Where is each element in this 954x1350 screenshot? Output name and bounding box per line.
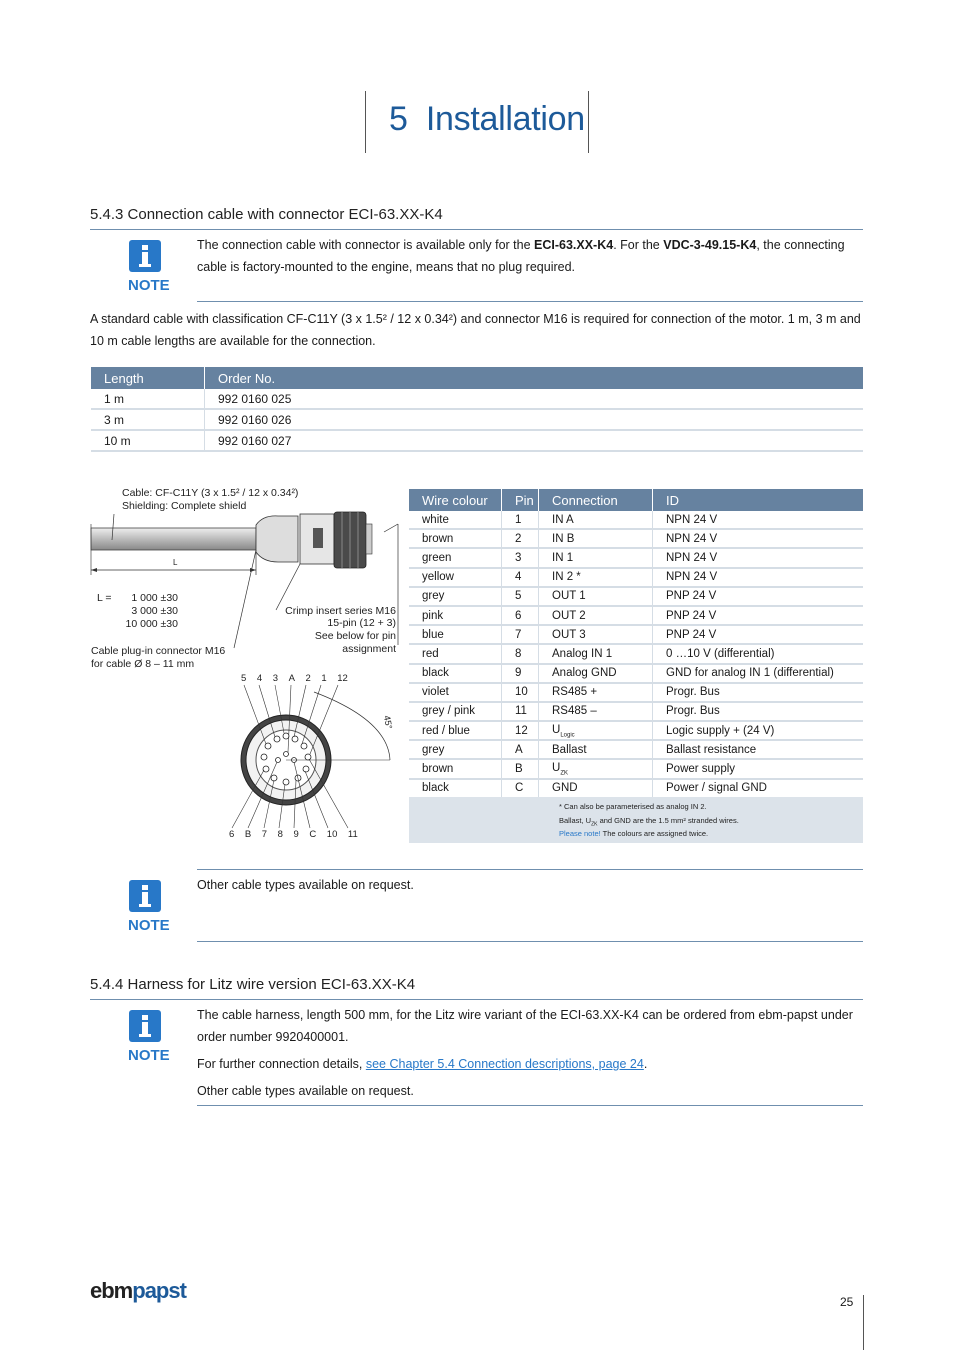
cell-connection: OUT 2	[539, 606, 653, 625]
cell-wire-colour: brown	[409, 759, 502, 778]
harness-para-2: For further connection details, see Chapter 5.4 Connection descriptions, page 24.	[197, 1057, 648, 1071]
col-length: Length	[91, 367, 205, 389]
cell-pin: 7	[502, 625, 539, 644]
footnote-2: Ballast, $U_{ZK}$ and GND are the 1.5 mm² stranded wires.	[559, 816, 739, 828]
L-value-2: 3 000 ±30	[131, 605, 178, 617]
cell-pin: 1	[502, 511, 539, 529]
info-icon	[129, 880, 161, 912]
cell-connection: Ballast	[539, 740, 653, 759]
harness-para-3: Other cable types available on request.	[197, 1084, 414, 1098]
note2-rule-top	[197, 869, 863, 870]
cell-connection: IN B	[539, 529, 653, 548]
cell-pin: 9	[502, 664, 539, 683]
table-row	[409, 683, 863, 702]
cell-id: Logic supply + (24 V)	[653, 721, 864, 740]
cell-id: PNP 24 V	[653, 587, 864, 606]
chapter-rule-left	[365, 91, 366, 153]
footnote-3: Please note! The colours are assigned twice.	[559, 829, 709, 838]
section-heading-544: 5.4.4 Harness for Litz wire version ECI-63.XX-K4	[90, 976, 416, 993]
info-icon	[129, 1010, 161, 1042]
cell-pin: 3	[502, 548, 539, 567]
cell-connection: IN 2 *	[539, 568, 653, 587]
page-number: 25	[840, 1295, 854, 1309]
table-row	[409, 759, 863, 778]
pin-label-top: 5 4 3 A 2 1 12	[241, 673, 348, 684]
note2-text: Other cable types available on request.	[197, 878, 414, 892]
cell-connection: $U_{ZK}$	[539, 759, 653, 778]
cell-connection: Analog GND	[539, 664, 653, 683]
cell-wire-colour: green	[409, 548, 502, 567]
chapter-number: 5	[389, 100, 408, 138]
cell-wire-colour: grey	[409, 587, 502, 606]
cell-id: Power supply	[653, 759, 864, 778]
table-row: 3 m 992 0160 026	[91, 409, 863, 430]
plug-label-1: Cable plug-in connector M16	[91, 645, 226, 657]
cell-connection: Analog IN 1	[539, 644, 653, 663]
harness-para-1: The cable harness, length 500 mm, for the Litz wire variant of the ECI-63.XX-K4 can be ordered from ebm-papst under order number 9920400001.	[197, 1008, 853, 1044]
section2-rule-bottom	[197, 1105, 863, 1106]
cell-wire-colour: white	[409, 511, 502, 529]
cable-label-1: Cable: CF-C11Y (3 x 1.5² / 12 x 0.34²)	[122, 487, 299, 499]
cell-pin: B	[502, 759, 539, 778]
col-pin: Pin	[502, 489, 539, 511]
L-equals: L =	[97, 592, 112, 604]
table-row	[409, 779, 863, 798]
dim-L: L	[173, 558, 178, 567]
note-rule	[197, 301, 863, 302]
pin-label-bottom: 6 B 7 8 9 C 10 11	[229, 829, 358, 840]
cell-wire-colour: yellow	[409, 568, 502, 587]
section-rule	[90, 999, 863, 1000]
cell-pin: 12	[502, 721, 539, 740]
cell-wire-colour: grey	[409, 740, 502, 759]
table-row	[409, 529, 863, 548]
cell-id: NPN 24 V	[653, 511, 864, 529]
table-row: 10 m 992 0160 027	[91, 430, 863, 451]
cell-id: NPN 24 V	[653, 529, 864, 548]
footnote-1: * Can also be parameterised as analog IN 2.	[559, 802, 707, 811]
cell-pin: 8	[502, 644, 539, 663]
cell-pin: 6	[502, 606, 539, 625]
cable-label-2: Shielding: Complete shield	[122, 500, 247, 512]
note3-label: NOTE	[128, 1047, 170, 1064]
chapter-title	[389, 100, 585, 139]
cell-wire-colour: pink	[409, 606, 502, 625]
col-id: ID	[653, 489, 864, 511]
cell-wire-colour: red	[409, 644, 502, 663]
body-paragraph: A standard cable with classification CF-C11Y (3 x 1.5² / 12 x 0.34²) and connector M16 is required for connection of the motor. 1 m, 3 m and 10 m cable lengths are available for the connection.	[90, 312, 861, 348]
connector-nut	[256, 516, 298, 562]
table-row	[409, 664, 863, 683]
cell-connection: IN 1	[539, 548, 653, 567]
table-row	[409, 548, 863, 567]
cell-id: Power / signal GND	[653, 779, 864, 798]
info-icon	[129, 240, 161, 272]
cell-id: 0 …10 V (differential)	[653, 644, 864, 663]
cell-id: GND for analog IN 1 (differential)	[653, 664, 864, 683]
cell-id: PNP 24 V	[653, 625, 864, 644]
cell-id: Progr. Bus	[653, 683, 864, 702]
cell-connection: RS485 +	[539, 683, 653, 702]
crimp-label-2: 15-pin (12 + 3)	[327, 617, 396, 629]
cell-wire-colour: red / blue	[409, 721, 502, 740]
table-row	[409, 606, 863, 625]
length-table	[91, 367, 863, 452]
cell-connection: OUT 3	[539, 625, 653, 644]
cell-wire-colour: grey / pink	[409, 702, 502, 721]
cell-pin: 10	[502, 683, 539, 702]
crimp-label-4: assignment	[342, 643, 396, 655]
angle-label: 45°	[381, 714, 395, 730]
cell-pin: C	[502, 779, 539, 798]
cell-pin: 4	[502, 568, 539, 587]
table-row	[409, 568, 863, 587]
cell-wire-colour: black	[409, 779, 502, 798]
footer-rule	[863, 1295, 864, 1350]
cell-connection: $U_{Logic}$	[539, 721, 653, 740]
section-heading-543: 5.4.3 Connection cable with connector ECI-63.XX-K4	[90, 206, 443, 223]
table-row	[409, 587, 863, 606]
cell-wire-colour: blue	[409, 625, 502, 644]
cell-connection: IN A	[539, 511, 653, 529]
cell-wire-colour: violet	[409, 683, 502, 702]
cell-wire-colour: brown	[409, 529, 502, 548]
L-value-1: 1 000 ±30	[131, 592, 178, 604]
L-value-3: 10 000 ±30	[125, 618, 178, 630]
note-label: NOTE	[128, 277, 170, 294]
cell-id: Ballast resistance	[653, 740, 864, 759]
plug-label-2: for cable Ø 8 – 11 mm	[91, 658, 195, 670]
col-order-no: Order No.	[205, 367, 864, 389]
cable-body	[91, 528, 256, 550]
cell-id: Progr. Bus	[653, 702, 864, 721]
cell-pin: 11	[502, 702, 539, 721]
cell-pin: 2	[502, 529, 539, 548]
table-row	[409, 644, 863, 663]
crimp-label-1: Crimp insert series M16	[285, 605, 396, 617]
cell-connection: RS485 –	[539, 702, 653, 721]
pin-assignment-table	[409, 489, 863, 799]
ebmpapst-logo: ebmpapst	[90, 1278, 186, 1303]
table-row	[409, 511, 863, 529]
table-row: 1 m 992 0160 025	[91, 389, 863, 409]
cell-wire-colour: black	[409, 664, 502, 683]
cell-id: NPN 24 V	[653, 548, 864, 567]
table-row	[409, 702, 863, 721]
crimp-label-3: See below for pin	[314, 630, 396, 642]
table-row	[409, 721, 863, 740]
pin-face	[232, 685, 390, 828]
note2-label: NOTE	[128, 917, 170, 934]
chapter-link[interactable]: see Chapter 5.4 Connection descriptions, page 24	[365, 1057, 644, 1071]
note-text: The connection cable with connector is available only for the ECI-63.XX-K4. For the VDC-3-49.15-K4, the connecting cable is factory-mounted to the engine, means that no plug required.	[197, 238, 845, 274]
table-row	[409, 625, 863, 644]
pin-table-footnotes	[409, 797, 863, 843]
col-connection: Connection	[539, 489, 653, 511]
cell-connection: GND	[539, 779, 653, 798]
table-row	[409, 740, 863, 759]
chapter-name: Installation	[425, 100, 585, 138]
cell-pin: 5	[502, 587, 539, 606]
section-rule	[90, 229, 863, 230]
chapter-rule-right	[588, 91, 589, 153]
note2-rule-bottom	[197, 941, 863, 942]
col-wire-colour: Wire colour	[409, 489, 502, 511]
cell-connection: OUT 1	[539, 587, 653, 606]
cell-pin: A	[502, 740, 539, 759]
cell-id: PNP 24 V	[653, 606, 864, 625]
cell-id: NPN 24 V	[653, 568, 864, 587]
